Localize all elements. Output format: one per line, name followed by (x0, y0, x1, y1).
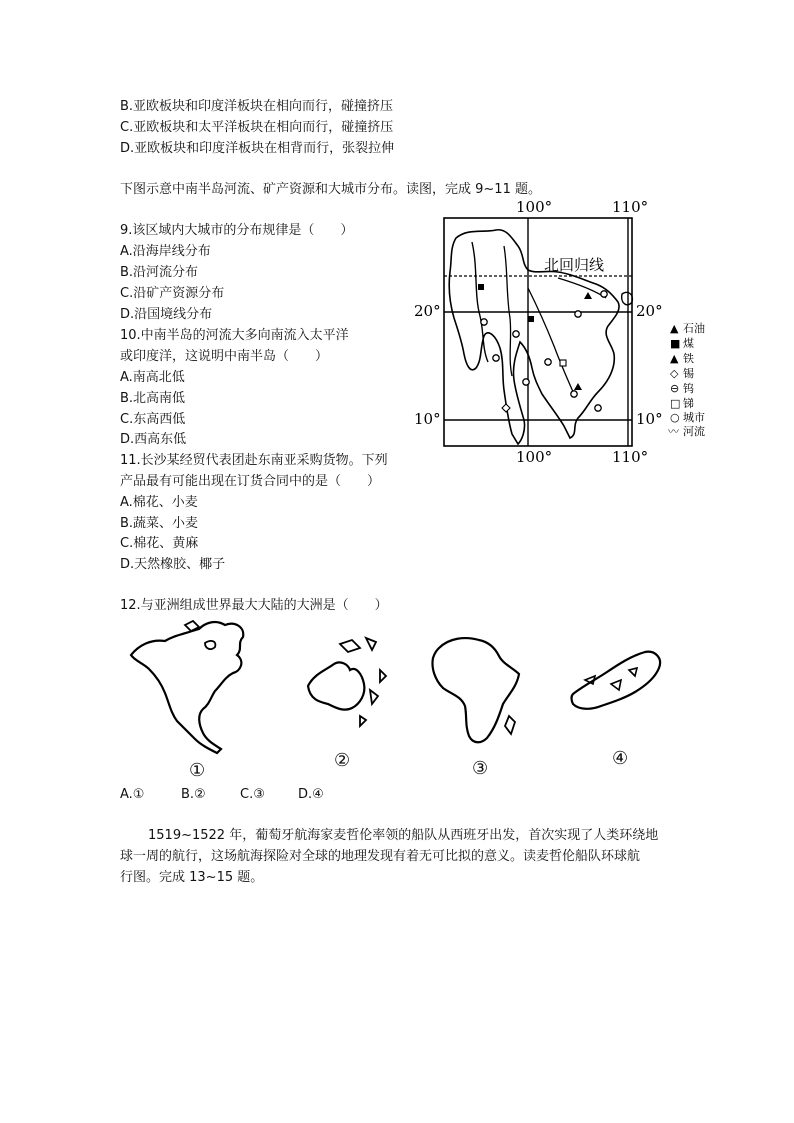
oil-marker (574, 383, 582, 390)
q12-option-b: B.② (181, 787, 206, 802)
city-marker (575, 311, 581, 317)
city-marker (481, 319, 487, 325)
legend-label: 煤 (683, 337, 694, 350)
city-marker (493, 355, 499, 361)
intro-9-11: 下图示意中南半岛河流、矿产资源和大城市分布。读图，完成 9~11 题。 (120, 182, 541, 197)
magellan-line-2: 球一周的航行，这场航海探险对全球的地理发现有着无可比拟的意义。读麦哲伦船队环球航 (120, 849, 641, 864)
legend-label: 锡 (683, 367, 694, 380)
magellan-line-3: 行图。完成 13~15 题。 (120, 870, 264, 885)
legend-symbol: ▲ (670, 352, 679, 365)
north-america-outline (125, 615, 255, 760)
map-frame (444, 218, 632, 446)
tropic-label: 北回归线 (544, 256, 605, 274)
legend-symbol: ▲ (670, 322, 679, 335)
lat-label-20-right: 20° (636, 302, 663, 320)
q10-option-d: D.西高东低 (120, 432, 187, 447)
river-salween (504, 246, 512, 376)
lon-label-100: 100° (516, 198, 553, 216)
q12-option-d: D.④ (298, 787, 324, 802)
q12-stem: 12.与亚洲组成世界最大大陆的大洲是（ ） (120, 598, 388, 613)
q9-option-c: C.沿矿产资源分布 (120, 286, 225, 301)
lat-label-10-right: 10° (636, 410, 663, 428)
figure-label-2: ② (334, 750, 351, 771)
lat-label-10: 10° (414, 410, 441, 428)
legend-label: 河流 (683, 425, 705, 438)
city-marker (523, 379, 529, 385)
q9-option-d: D.沿国境线分布 (120, 307, 213, 322)
indochina-map (408, 198, 708, 468)
q12-option-c: C.③ (240, 787, 265, 802)
city-marker (601, 291, 607, 297)
legend-label: 锑 (683, 397, 694, 410)
city-marker (595, 405, 601, 411)
legend-label: 城市 (683, 411, 705, 424)
legend-label: 铁 (683, 352, 694, 365)
q11-option-a: A.棉花、小麦 (120, 495, 198, 510)
south-america-outline (565, 640, 665, 720)
q11-option-b: B.蔬菜、小麦 (120, 516, 199, 531)
coal-marker (478, 284, 484, 290)
figure-label-1: ① (189, 760, 206, 781)
coal-marker (528, 316, 534, 322)
figure-label-4: ④ (612, 748, 629, 769)
q9-option-b: B.沿河流分布 (120, 265, 199, 280)
antimony-marker (560, 360, 566, 366)
oceania-outline (300, 630, 410, 730)
tin-marker (502, 404, 510, 412)
q8-option-b: B.亚欧板块和印度洋板块在相向而行，碰撞挤压 (120, 99, 394, 114)
q10-option-c: C.东高西低 (120, 412, 186, 427)
lon-label-110-bottom: 110° (612, 448, 649, 466)
q10-stem-1: 10.中南半岛的河流大多向南流入太平洋 (120, 328, 349, 343)
q10-stem-2: 或印度洋，这说明中南半岛（ ） (120, 349, 329, 364)
q8-option-c: C.亚欧板块和太平洋板块在相向而行，碰撞挤压 (120, 120, 394, 135)
q11-stem-2: 产品最有可能出现在订货合同中的是（ ） (120, 474, 381, 489)
figure-label-3: ③ (472, 758, 489, 779)
river-irrawaddy (472, 242, 488, 362)
legend-symbol: ⊖ (670, 382, 680, 395)
legend-symbol: ■ (670, 337, 681, 350)
legend-symbol: 〰 (668, 425, 679, 438)
legend-symbol: ○ (670, 411, 680, 424)
legend-symbol: ◇ (670, 367, 679, 380)
q10-option-b: B.北高南低 (120, 391, 186, 406)
q11-stem-1: 11.长沙某经贸代表团赴东南亚采购货物。下列 (120, 453, 388, 468)
map-legend (668, 321, 705, 438)
city-marker (545, 359, 551, 365)
hainan-outline (622, 292, 633, 304)
lon-label-100-bottom: 100° (516, 448, 553, 466)
city-marker (513, 331, 519, 337)
q9-option-a: A.沿海岸线分布 (120, 244, 211, 259)
river-red (558, 278, 606, 298)
legend-label: 石油 (683, 322, 705, 335)
lat-label-20: 20° (414, 302, 441, 320)
city-marker (571, 391, 577, 397)
q10-option-a: A.南高北低 (120, 370, 185, 385)
legend-symbol: □ (670, 397, 681, 410)
q9-stem: 9.该区域内大城市的分布规律是（ ） (120, 223, 354, 238)
q12-option-a: A.① (120, 787, 145, 802)
q11-option-d: D.天然橡胶、椰子 (120, 557, 226, 572)
legend-label: 钨 (683, 382, 694, 395)
iron-marker (584, 292, 592, 299)
q11-option-c: C.棉花、黄麻 (120, 536, 199, 551)
lon-label-110: 110° (612, 198, 649, 216)
q8-option-d: D.亚欧板块和印度洋板块在相背而行，张裂拉伸 (120, 141, 395, 156)
magellan-line-1: 1519~1522 年，葡萄牙航海家麦哲伦率领的船队从西班牙出发，首次实现了人类环绕地 (148, 828, 659, 843)
africa-outline (425, 630, 525, 748)
